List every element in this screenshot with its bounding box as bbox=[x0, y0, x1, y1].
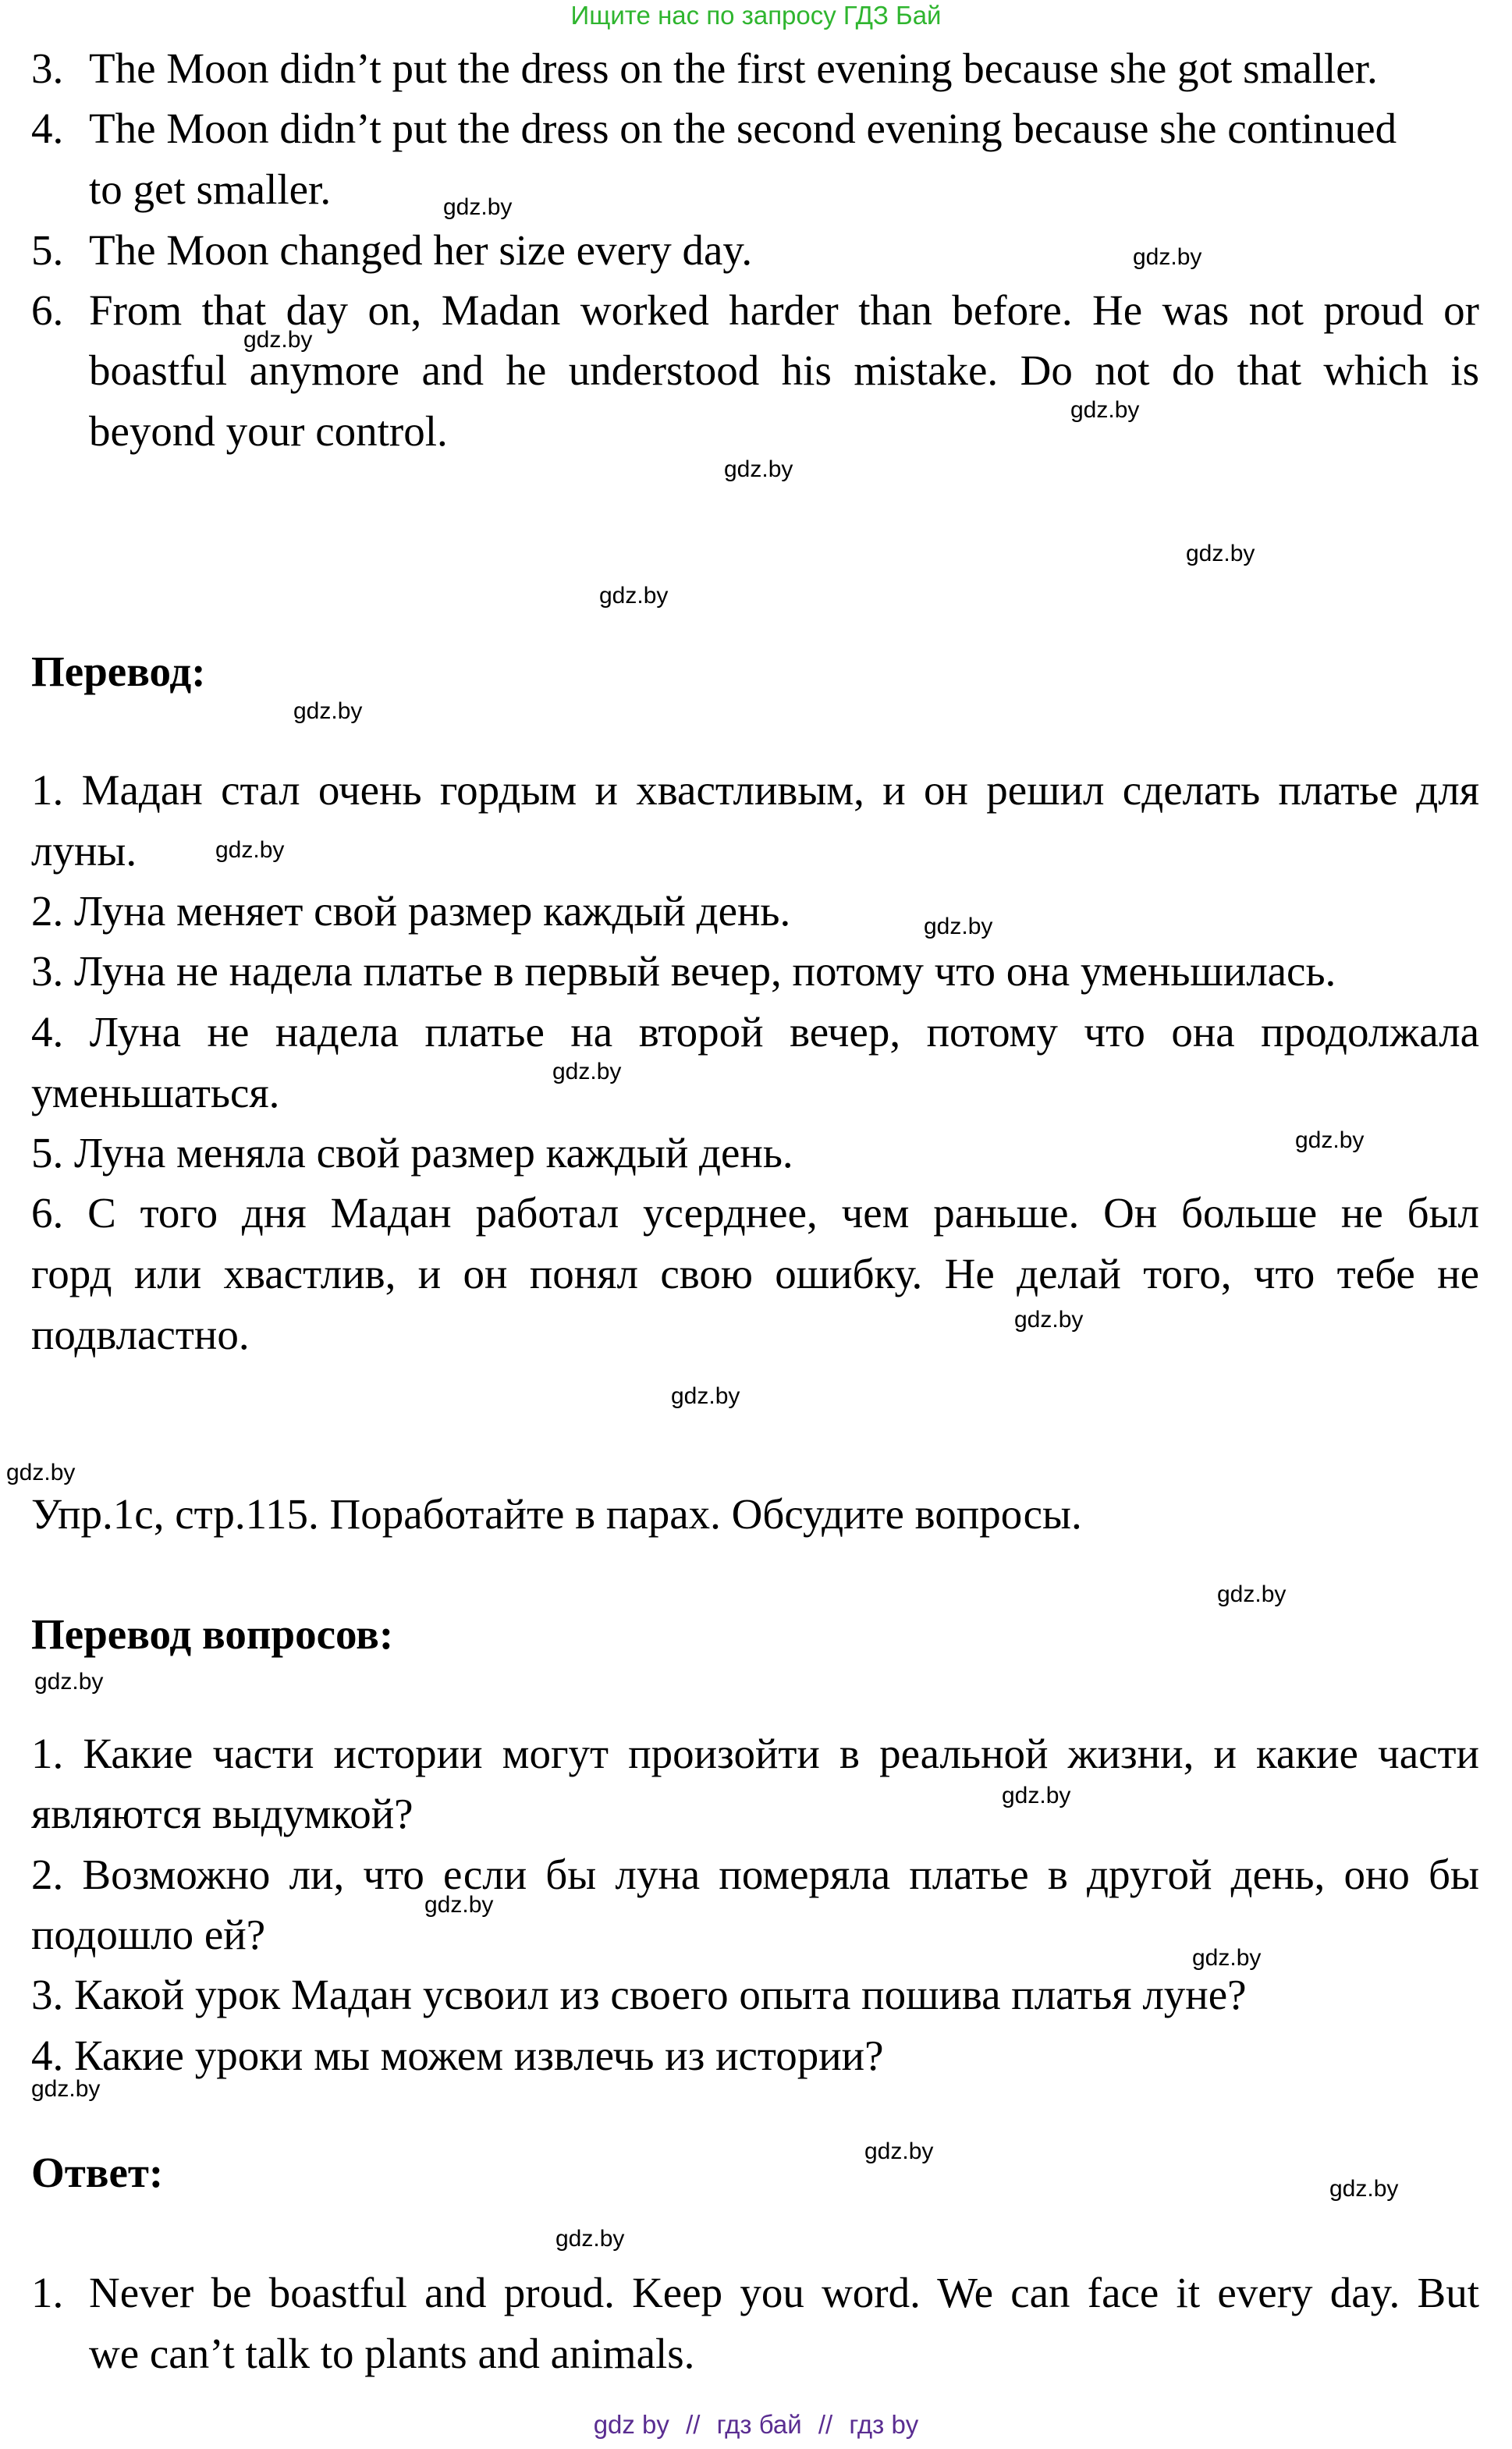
list-number: 3. bbox=[31, 44, 64, 92]
watermark: gdz.by bbox=[6, 1460, 76, 1485]
question-line: 3. Какой урок Мадан усвоил из своего опыта пошива платья луне? bbox=[31, 1971, 1247, 2018]
list-item-line: The Moon changed her size every day. bbox=[89, 226, 753, 274]
question-line: являются выдумкой? bbox=[31, 1790, 413, 1837]
translation-line: горд или хвастлив, и он понял свою ошибку. Не делай того, что тебе не bbox=[31, 1250, 1479, 1297]
list-item-line: beyond your control. bbox=[89, 407, 448, 455]
question-line: 1. Какие части истории могут произойти в реальной жизни, и какие части bbox=[31, 1730, 1479, 1777]
exercise-line: Упр.1c, стр.115. Поработайте в парах. Обсудите вопросы. bbox=[31, 1490, 1082, 1538]
answer-heading: Ответ: bbox=[31, 2149, 164, 2196]
watermark: gdz.by bbox=[243, 327, 313, 353]
translation-line: 2. Луна меняет свой размер каждый день. bbox=[31, 887, 791, 935]
questions-heading: Перевод вопросов: bbox=[31, 1610, 394, 1658]
watermark: gdz.by bbox=[724, 456, 793, 482]
watermark: gdz.by bbox=[443, 194, 513, 220]
list-item-line: to get smaller. bbox=[89, 165, 332, 213]
question-line: подошло ей? bbox=[31, 1911, 266, 1958]
watermark: gdz.by bbox=[924, 914, 993, 939]
watermark: gdz.by bbox=[34, 1669, 104, 1695]
watermark: gdz.by bbox=[1295, 1127, 1365, 1153]
watermark: gdz.by bbox=[31, 2076, 101, 2102]
translation-line: уменьшаться. bbox=[31, 1069, 280, 1116]
translation-line: 6. С того дня Мадан работал усерднее, чем раньше. Он больше не был bbox=[31, 1189, 1479, 1237]
footer-link[interactable]: гдз by bbox=[849, 2410, 919, 2439]
translation-line: луны. bbox=[31, 827, 137, 875]
footer-separator: // bbox=[818, 2410, 833, 2439]
question-line: 4. Какие уроки мы можем извлечь из истории? bbox=[31, 2032, 884, 2079]
watermark: gdz.by bbox=[552, 1059, 622, 1084]
translation-line: подвластно. bbox=[31, 1311, 250, 1358]
translation-line: 1. Мадан стал очень гордым и хвастливым, и он решил сделать платье для bbox=[31, 766, 1479, 814]
footer-links bbox=[0, 2409, 1512, 2440]
question-line: 2. Возможно ли, что если бы луна померяла платье в другой день, оно бы bbox=[31, 1851, 1479, 1898]
watermark: gdz.by bbox=[599, 583, 669, 609]
watermark: gdz.by bbox=[555, 2226, 625, 2252]
watermark: gdz.by bbox=[424, 1892, 494, 1918]
list-item-line: The Moon didn’t put the dress on the second evening because she continued bbox=[89, 105, 1397, 152]
watermark: gdz.by bbox=[1217, 1581, 1287, 1607]
watermark: gdz.by bbox=[864, 2138, 934, 2164]
list-number: 6. bbox=[31, 286, 64, 334]
watermark: gdz.by bbox=[293, 698, 363, 724]
translation-heading: Перевод: bbox=[31, 648, 206, 695]
answer-line: we can’t talk to plants and animals. bbox=[89, 2330, 695, 2377]
top-banner[interactable]: Ищите нас по запросу ГДЗ Бай bbox=[570, 1, 942, 30]
watermark: gdz.by bbox=[1186, 541, 1255, 566]
watermark: gdz.by bbox=[1329, 2176, 1399, 2202]
footer-link[interactable]: гдз бай bbox=[716, 2410, 802, 2439]
watermark: gdz.by bbox=[1002, 1783, 1071, 1808]
list-number: 4. bbox=[31, 105, 64, 152]
list-item-line: boastful anymore and he understood his mistake. Do not do that which is bbox=[89, 346, 1479, 394]
watermark: gdz.by bbox=[1014, 1307, 1084, 1333]
answer-line: Never be boastful and proud. Keep you word. We can face it every day. But bbox=[89, 2269, 1479, 2316]
translation-line: 5. Луна меняла свой размер каждый день. bbox=[31, 1129, 793, 1177]
list-item-line: From that day on, Madan worked harder than before. He was not proud or bbox=[89, 286, 1479, 334]
footer-separator: // bbox=[686, 2410, 701, 2439]
watermark: gdz.by bbox=[1133, 244, 1202, 270]
watermark: gdz.by bbox=[671, 1383, 740, 1409]
footer-link[interactable]: gdz by bbox=[593, 2410, 669, 2439]
translation-line: 4. Луна не надела платье на второй вечер, потому что она продолжала bbox=[31, 1008, 1479, 1056]
watermark: gdz.by bbox=[215, 837, 285, 863]
list-number: 1. bbox=[31, 2269, 64, 2316]
list-number: 5. bbox=[31, 226, 64, 274]
list-item-line: The Moon didn’t put the dress on the first evening because she got smaller. bbox=[89, 44, 1378, 92]
translation-line: 3. Луна не надела платье в первый вечер, потому что она уменьшилась. bbox=[31, 947, 1336, 995]
watermark: gdz.by bbox=[1070, 397, 1140, 423]
watermark: gdz.by bbox=[1192, 1945, 1262, 1971]
